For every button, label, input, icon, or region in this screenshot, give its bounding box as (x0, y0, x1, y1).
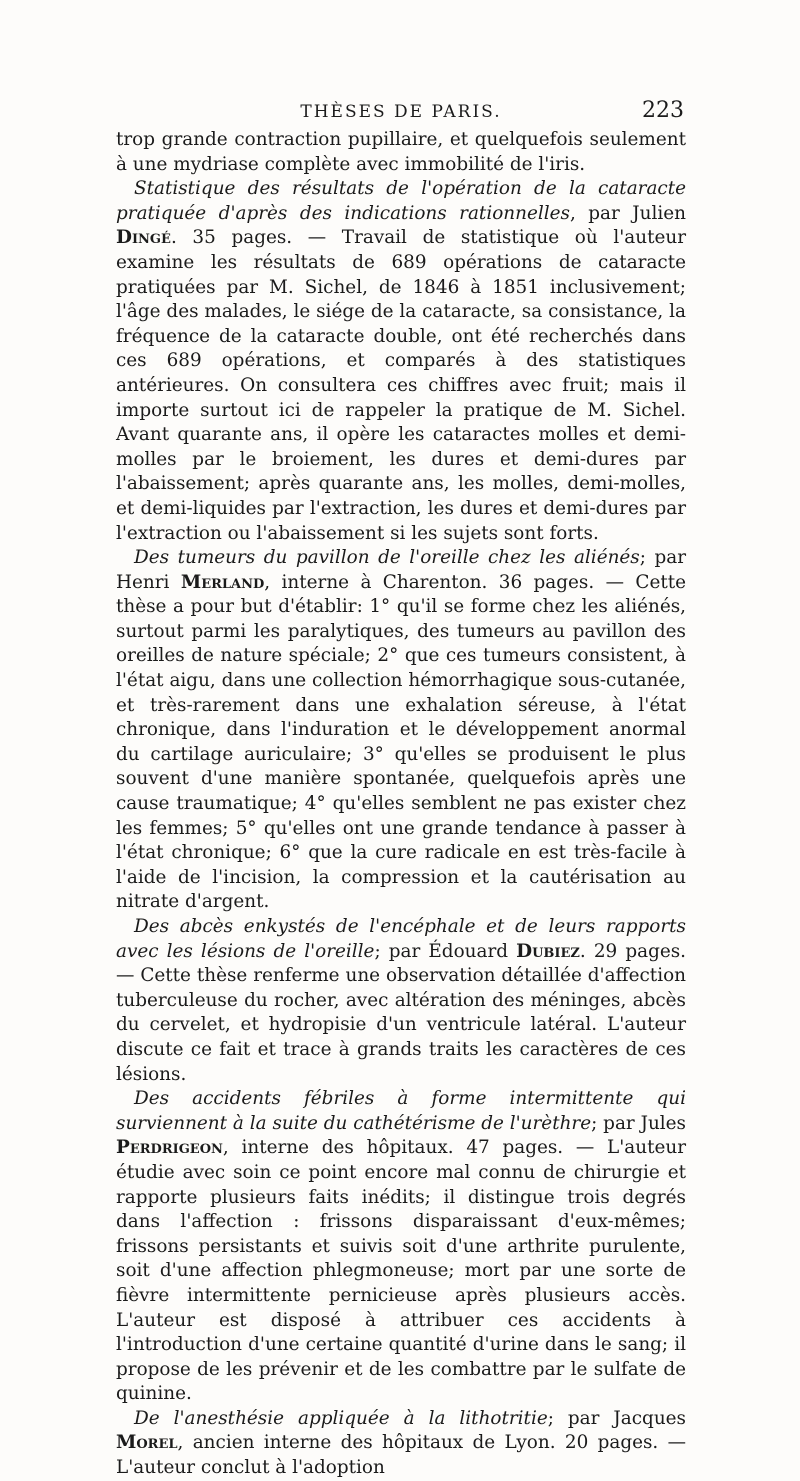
author-name: Perdrigeon (116, 1137, 223, 1159)
text-run: . 35 pages. — Travail de statistique où l'auteur examine les résultats de 689 opérations de cataracte pratiquées par M. Sichel, de 1846 à 1851 inclusivement; l'âge des malades, le siége de la cataracte, sa consistance, la fréquence de la cataracte double, ont été recherchés dans ces 689 opérations, et comparés à des statistiques antérieures. On consultera ces chiffres avec fruit; mais il importe surtout ici de rappeler la pratique de M. Sichel. Avant quarante ans, il opère les cataractes molles et demi-molles par le broiement, les dures et demi-dures par l'abaissement; après quarante ans, les molles, demi-molles, et demi-liquides par l'extraction, les dures et demi-dures par l'extraction ou l'abaissement si les sujets sont forts. (116, 227, 686, 544)
thesis-entry-dinge (116, 177, 686, 546)
text-run: , par Julien (569, 202, 686, 224)
thesis-entry-merland (116, 546, 686, 915)
text-run: ; par Jules (591, 1112, 686, 1134)
thesis-entry-perdrigeon (116, 1087, 686, 1407)
text-run: , interne à Charenton. 36 pages. — Cette thèse a pour but d'établir: 1° qu'il se forme chez les aliénés, surtout parmi les paralytiques, des tumeurs au pavillon des oreilles de nature spéciale; 2° que ces tumeurs consistent, à l'état aigu, dans une collection hémorrhagique sous-cutanée, et très-rarement dans une exhalation séreuse, à l'état chronique, dans l'induration et le développement anormal du cartilage auriculaire; 3° qu'elles se produisent le plus souvent d'une manière spontanée, quelquefois après une cause traumatique; 4° qu'elles semblent ne pas exister chez les femmes; 5° qu'elles ont une grande tendance à passer à l'état chronique; 6° que la cure radicale en est très-facile à l'aide de l'incision, la compression et la cautérisation au nitrate d'argent. (116, 571, 687, 913)
thesis-title: Statistique des résultats de l'opération de la cataracte pratiquée d'après des indications rationnelles (116, 178, 686, 224)
page-number: 223 (642, 98, 684, 123)
thesis-entry-morel (116, 1407, 686, 1481)
text-run: trop grande contraction pupillaire, et quelquefois seulement à une mydriase complète avec immobilité de l'iris. (116, 129, 686, 175)
thesis-title: De l'anesthésie appliquée à la lithotritie (134, 1407, 548, 1429)
author-name: Morel (116, 1432, 178, 1454)
thesis-entry-dubiez (116, 915, 686, 1087)
running-head (116, 98, 686, 128)
author-name: Dingé (116, 227, 171, 249)
author-name: Dubiez (516, 940, 580, 962)
thesis-title: Des abcès enkystés de l'encéphale et de leurs rapports avec les lésions de l'oreille (116, 916, 686, 962)
paragraph-continuation (116, 128, 686, 177)
text-run: . 29 pages. — Cette thèse renferme une observation détaillée d'affection tuberculeuse du rocher, avec altération des méninges, abcès du cervelet, et hydropisie d'un ventricule latéral. L'auteur discute ce fait et trace à grands traits les caractères de ces lésions. (116, 940, 687, 1085)
thesis-title: Des accidents fébriles à forme intermittente qui surviennent à la suite du cathétérisme de l'urèthre (116, 1088, 686, 1134)
body-text (116, 128, 686, 1481)
running-title: THÈSES DE PARIS. (300, 102, 502, 122)
text-run: ; par Édouard (374, 940, 517, 962)
thesis-title: Des tumeurs du pavillon de l'oreille chez les aliénés (134, 547, 640, 569)
text-run: ; par Henri (116, 547, 686, 593)
text-run: , ancien interne des hôpitaux de Lyon. 20 pages. — L'auteur conclut à l'adoption (116, 1432, 686, 1479)
text-run: , interne des hôpitaux. 47 pages. — L'auteur étudie avec soin ce point encore mal connu de chirurgie et rapporte plusieurs faits inédits; il distingue trois degrés dans l'affection : frissons disparaissant d'eux-mêmes; frissons persistants et suivis soit d'une arthrite purulente, soit d'une affection phlegmoneuse; mort par une sorte de fièvre intermittente pernicieuse après plusieurs accès. L'auteur est disposé à attribuer ces accidents à l'introduction d'une certaine quantité d'urine dans le sang; il propose de les prévenir et de les combattre par le sulfate de quinine. (116, 1137, 686, 1405)
text-run: ; par Jacques (547, 1407, 686, 1429)
author-name: Merland (180, 571, 265, 593)
